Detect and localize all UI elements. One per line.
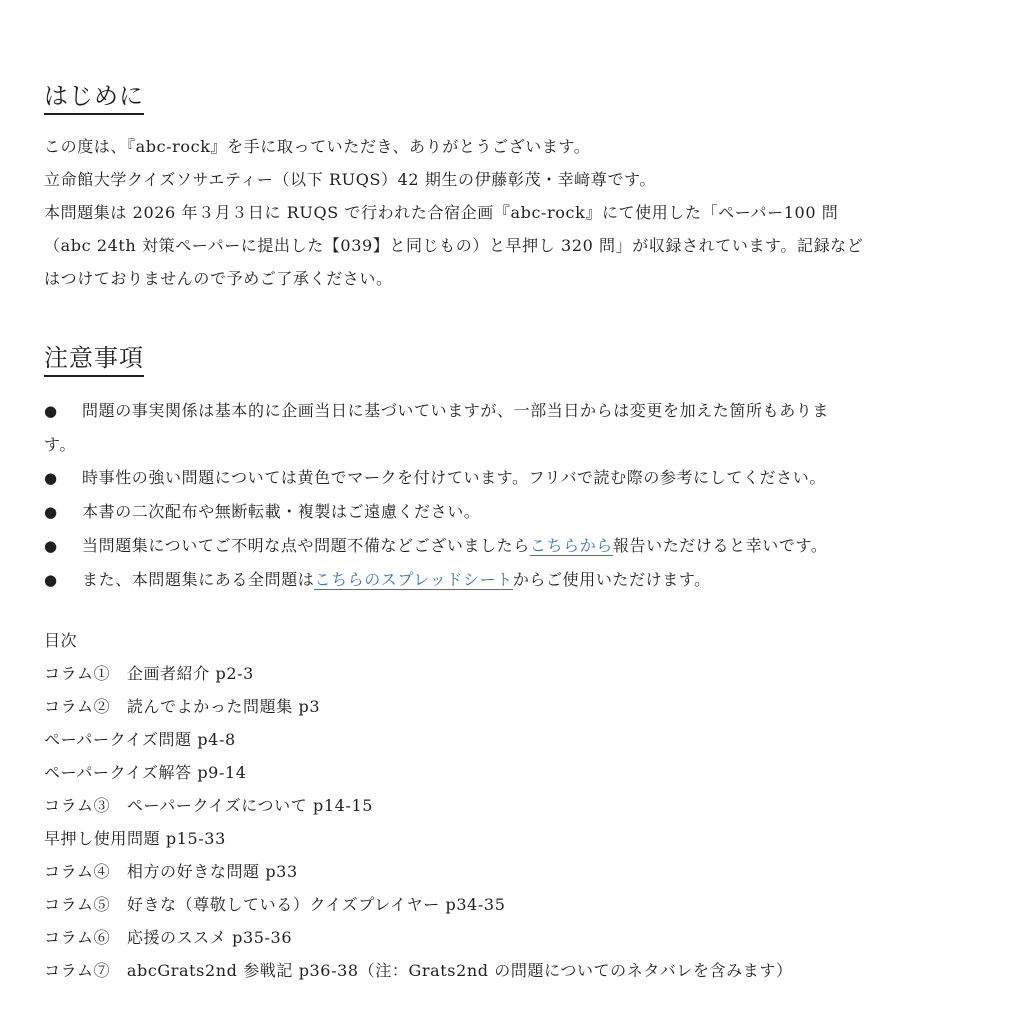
note-text: 当問題集についてご不明な点や問題不備などございましたら	[82, 536, 530, 555]
note-text: 報告いただけると幸いです。	[612, 536, 828, 555]
notes-heading: 注意事項	[44, 342, 144, 377]
toc-item: 早押し使用問題 p15-33	[44, 829, 226, 848]
note-text: また、本問題集にある全問題は	[82, 570, 315, 589]
note-text: からご使用いただけます。	[512, 570, 711, 589]
intro-line: 本問題集は 2026 年３月３日に RUQS で行われた合宿企画『abc-rock』にて使用した「ペーパー100 問	[44, 203, 839, 222]
toc-item: コラム② 読んでよかった問題集 p3	[44, 697, 321, 716]
spreadsheet-link[interactable]: こちらのスプレッドシート	[314, 570, 513, 589]
list-item	[44, 529, 956, 563]
bullet-icon: ●	[44, 402, 58, 420]
list-item	[44, 394, 956, 461]
toc-item: ペーパークイズ問題 p4-8	[44, 730, 236, 749]
toc-title: 目次	[44, 631, 78, 650]
toc-item: コラム④ 相方の好きな問題 p33	[44, 862, 298, 881]
toc-item: コラム⑦ abcGrats2nd 参戦記 p36-38（注：Grats2nd の問題についてのネタバレを含みます）	[44, 961, 793, 980]
note-text: 本書の二次配布や無断転載・複製はご遠慮ください。	[82, 502, 481, 521]
list-item	[44, 495, 956, 529]
intro-line: この度は、『abc-rock』を手に取っていただき、ありがとうございます。	[44, 137, 591, 156]
notes-list	[44, 394, 956, 597]
note-text: 時事性の強い問題については黄色でマークを付けています。フリバで読む際の参考にしてください。	[82, 468, 826, 487]
intro-heading: はじめに	[44, 80, 144, 115]
toc-item: コラム① 企画者紹介 p2-3	[44, 664, 254, 683]
intro-paragraph	[44, 130, 956, 295]
note-text: 問題の事実関係は基本的に企画当日に基づいていますが、一部当日からは変更を加えた箇所もありま	[82, 401, 830, 420]
report-link[interactable]: こちらから	[529, 536, 613, 555]
note-text-continuation: す。	[44, 435, 76, 454]
bullet-icon: ●	[44, 571, 58, 589]
intro-line: 立命館大学クイズソサエティー（以下 RUQS）42 期生の伊藤彰茂・幸﨑尊です。	[44, 170, 656, 189]
toc-item: コラム⑤ 好きな（尊敬している）クイズプレイヤー p34-35	[44, 895, 506, 914]
toc-item: ペーパークイズ解答 p9-14	[44, 763, 247, 782]
list-item	[44, 563, 956, 597]
table-of-contents	[44, 657, 956, 987]
intro-line: （abc 24th 対策ペーパーに提出した【039】と同じもの）と早押し 320 問」が収録されています。記録など	[44, 236, 864, 255]
list-item	[44, 461, 956, 495]
bullet-icon: ●	[44, 469, 58, 487]
bullet-icon: ●	[44, 537, 58, 555]
toc-item: コラム③ ペーパークイズについて p14-15	[44, 796, 374, 815]
bullet-icon: ●	[44, 503, 58, 521]
intro-line: はつけておりませんので予めご了承ください。	[44, 269, 393, 288]
toc-item: コラム⑥ 応援のススメ p35-36	[44, 928, 293, 947]
